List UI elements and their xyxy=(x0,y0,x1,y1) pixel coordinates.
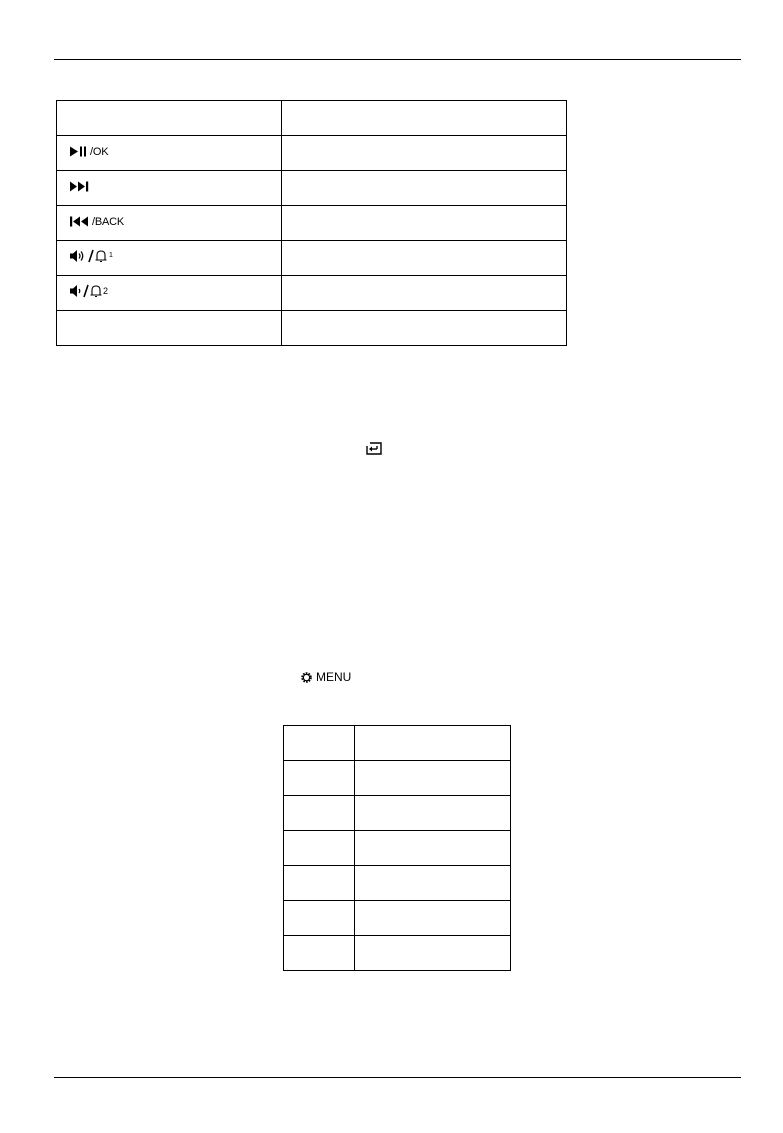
menu-table xyxy=(283,725,511,971)
table-row xyxy=(284,726,511,761)
gear-icon xyxy=(300,671,313,684)
footer-rule xyxy=(54,1077,741,1078)
header-rule xyxy=(54,59,741,60)
bell-2-label: 2 xyxy=(103,285,108,296)
play-pause-icon xyxy=(69,146,89,157)
table-row xyxy=(57,101,567,136)
table-row xyxy=(57,206,567,241)
table-row xyxy=(284,796,511,831)
volume-up-key xyxy=(69,249,113,263)
bell-1-label: 1 xyxy=(109,252,113,259)
volume-up-bell1-icon xyxy=(69,249,113,263)
skip-forward-icon xyxy=(69,181,91,192)
table-row xyxy=(57,241,567,276)
table-row xyxy=(284,901,511,936)
volume-down-key xyxy=(69,284,108,298)
menu-label-text: MENU xyxy=(316,670,352,684)
skip-back-icon xyxy=(69,216,91,227)
table-row xyxy=(57,311,567,346)
back-label: /BACK xyxy=(92,215,125,228)
play-ok-key xyxy=(69,146,108,158)
input-source-icon xyxy=(366,442,384,455)
back-key xyxy=(69,216,124,228)
table-row xyxy=(57,171,567,206)
menu-key xyxy=(300,670,351,684)
table-row xyxy=(57,276,567,311)
play-ok-label: /OK xyxy=(90,145,109,158)
table-row xyxy=(57,136,567,171)
table-row xyxy=(284,831,511,866)
keys-table xyxy=(56,100,567,346)
table-row xyxy=(284,936,511,971)
table-row xyxy=(284,866,511,901)
table-row xyxy=(284,761,511,796)
next-key xyxy=(69,181,92,192)
